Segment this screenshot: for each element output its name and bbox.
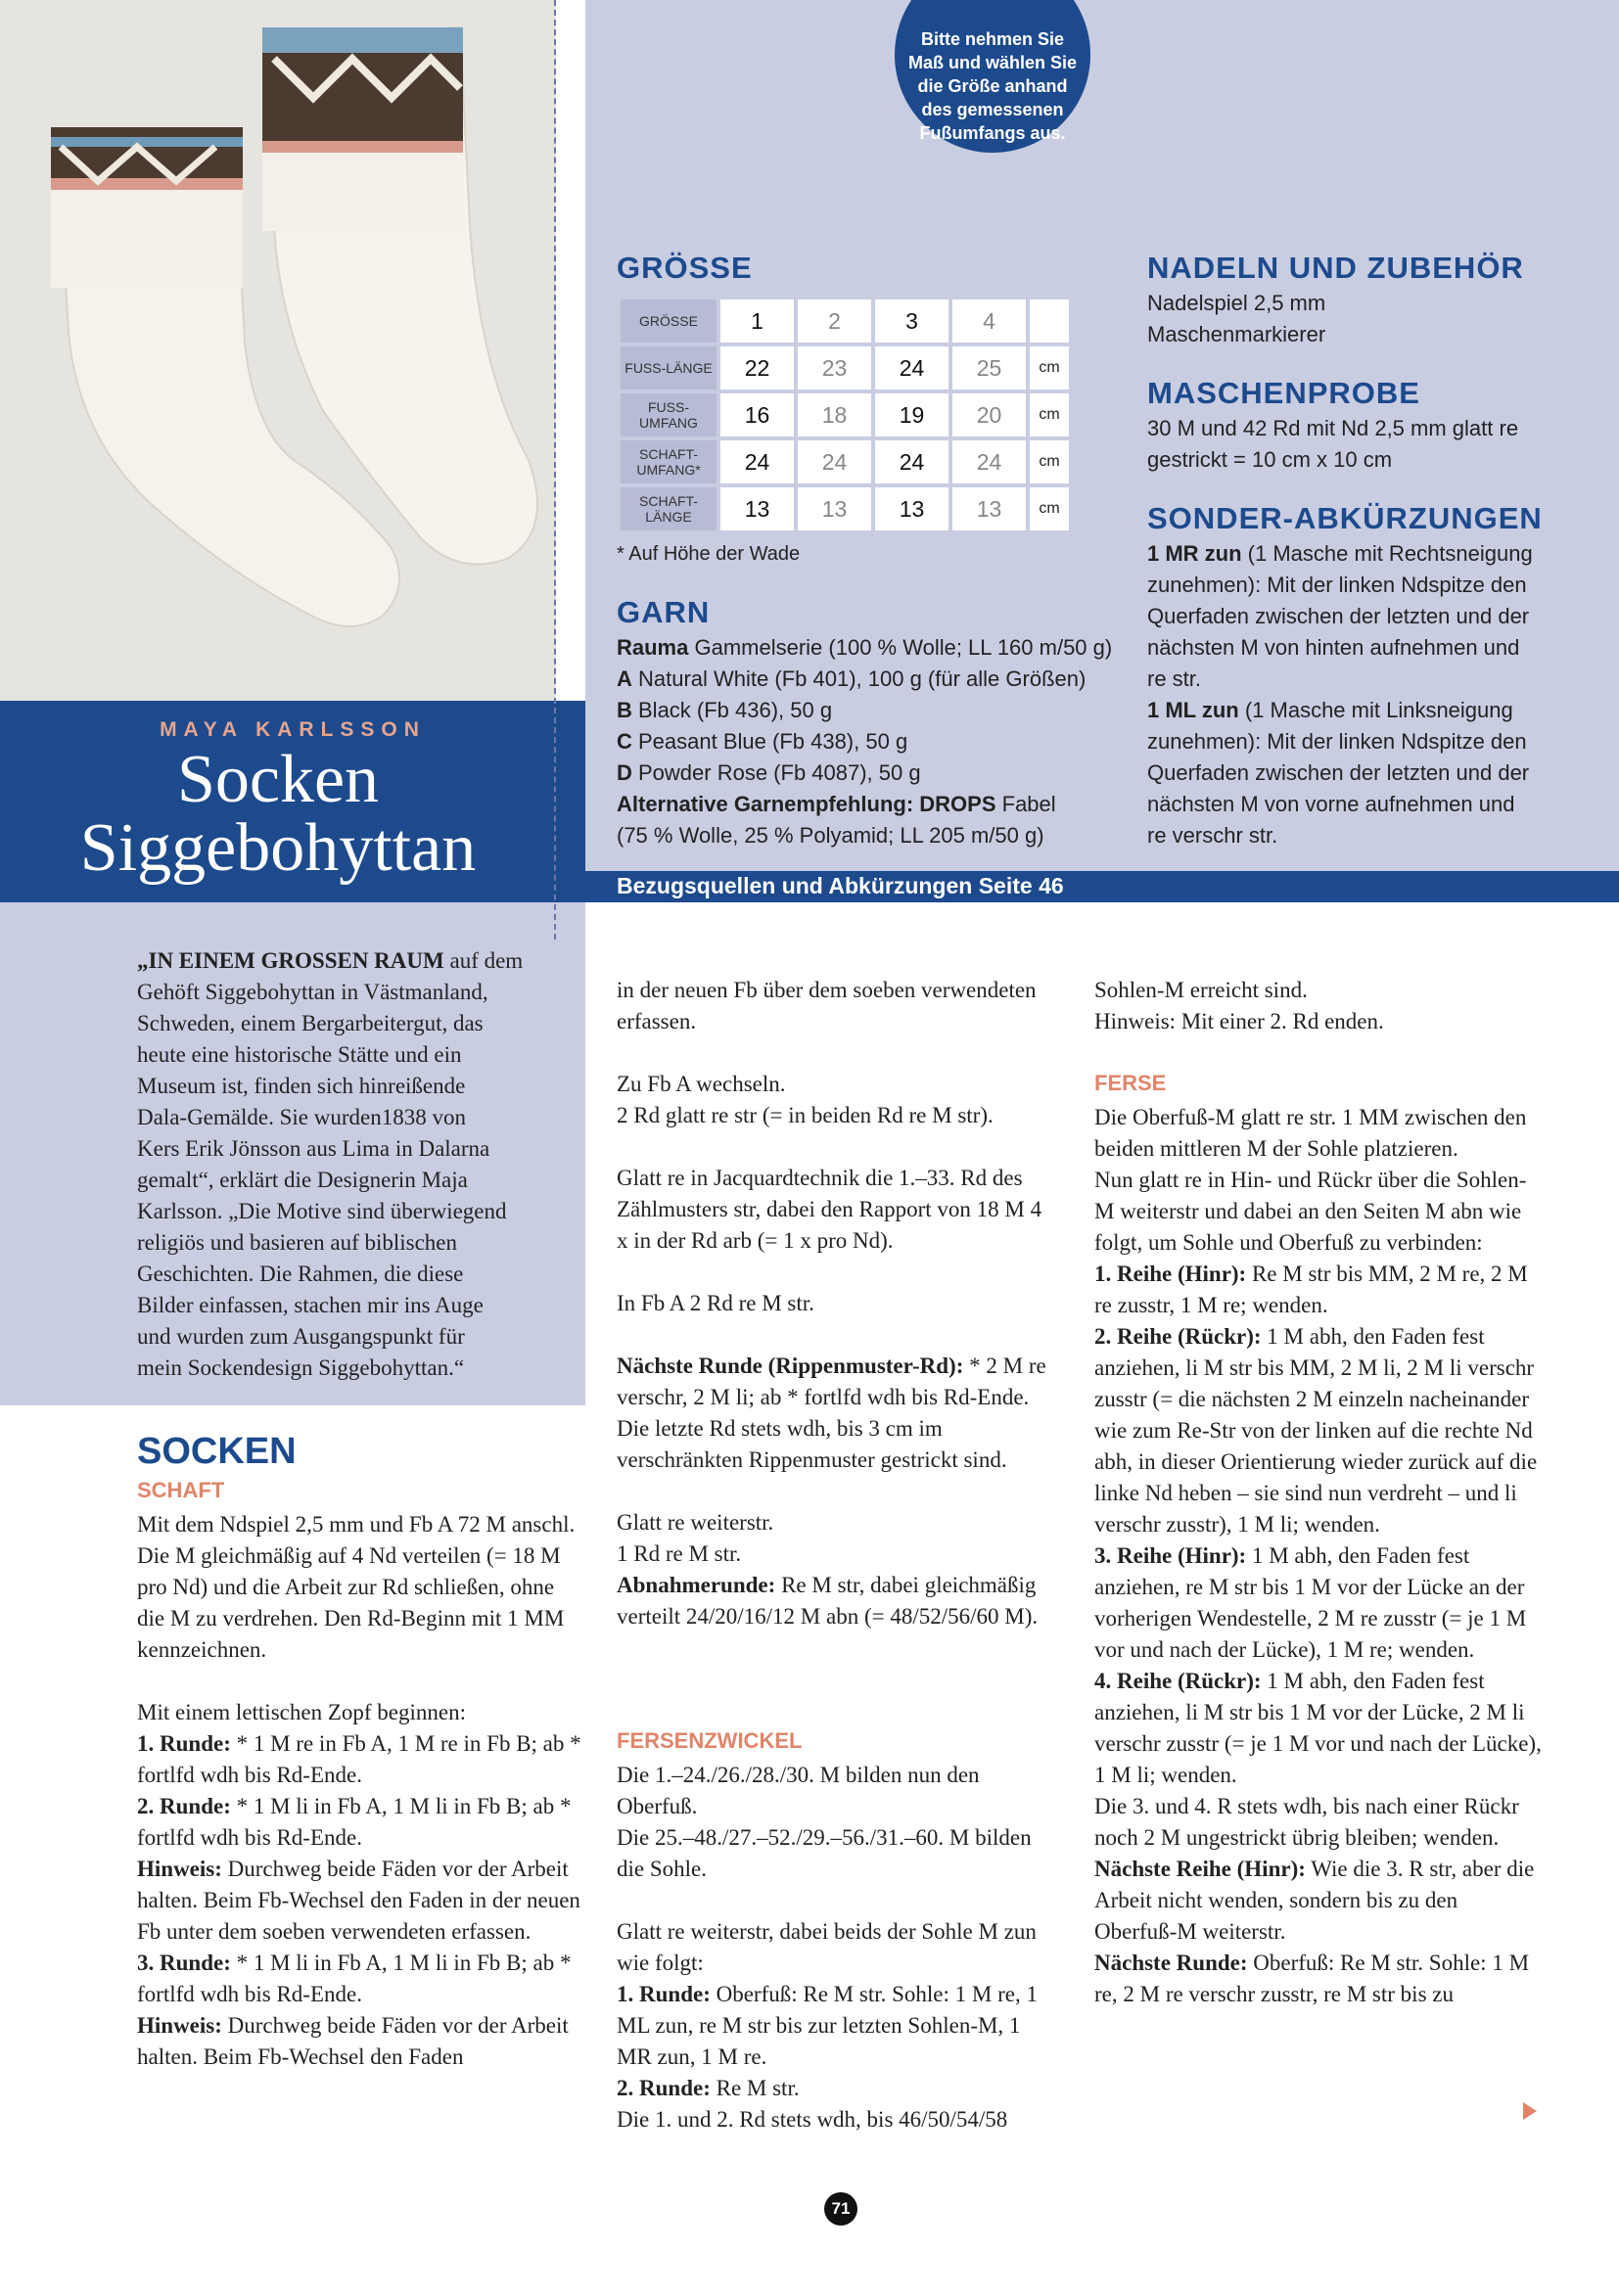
text-line bbox=[137, 1540, 582, 1666]
intro-line bbox=[137, 1165, 568, 1196]
intro-line-text: auf dem bbox=[443, 948, 524, 973]
line-text: * 1 M li in Fb A, 1 M li in Fb B; ab * fortlfd wdh bis Rd-Ende. bbox=[137, 1951, 572, 2006]
text-line bbox=[1147, 726, 1607, 758]
paragraph-gap bbox=[617, 1037, 1057, 1069]
text-line bbox=[137, 2010, 582, 2073]
line-text: Natural White (Fb 401), 100 g (für alle Größen) bbox=[631, 666, 1087, 691]
line-text: zunehmen): Mit der linken Ndspitze den bbox=[1147, 729, 1527, 754]
page-number: 71 bbox=[824, 2192, 857, 2226]
bold-label: 1 ML zun bbox=[1147, 698, 1239, 722]
abbreviations-heading: SONDER-ABKÜRZUNGEN bbox=[1147, 501, 1543, 535]
line-text: Durchweg beide Fäden vor der Arbeit halten. Beim Fb-Wechsel den Faden bbox=[137, 2013, 569, 2069]
line-text: * 1 M li in Fb A, 1 M li in Fb B; ab * fortlfd wdh bis Rd-Ende. bbox=[137, 1794, 572, 1850]
socks-illustration bbox=[0, 0, 556, 701]
size-cell: 24 bbox=[798, 440, 871, 483]
size-note-circle bbox=[895, 0, 1090, 153]
line-text: Glatt re in Jacquardtechnik die 1.–33. Rd des Zählmusters str, dabei den Rapport von 18 M 4 x in der Rd arb (= 1 x pro Nd). bbox=[617, 1166, 1042, 1253]
text-line bbox=[137, 1697, 582, 1728]
column-2-top bbox=[617, 975, 1057, 1632]
line-text: nächsten M von vorne aufnehmen und bbox=[1147, 792, 1515, 816]
intro-line bbox=[137, 1227, 568, 1259]
size-row bbox=[621, 393, 1069, 436]
line-text: 2 Rd glatt re str (= in beiden Rd re M str). bbox=[617, 1103, 994, 1127]
intro-line bbox=[137, 1133, 568, 1165]
page-title-line1: Socken bbox=[176, 742, 380, 817]
bold-label: Nächste Runde (Rippenmuster-Rd): bbox=[617, 1354, 964, 1378]
text-line bbox=[1094, 1165, 1545, 1259]
size-unit: cm bbox=[1030, 346, 1069, 390]
size-unit bbox=[1030, 299, 1069, 343]
heel-heading: FERSE bbox=[1094, 1071, 1167, 1095]
socks-heading: SOCKEN bbox=[137, 1431, 297, 1472]
intro-text bbox=[137, 945, 568, 1384]
intro-line bbox=[137, 1290, 568, 1321]
size-cell: 4 bbox=[952, 299, 1026, 343]
line-text: Oberfuß: Re M str. Sohle: 1 M re, 2 M re verschr zusstr, re M str bis zu bbox=[1094, 1951, 1530, 2006]
paragraph-gap bbox=[617, 1131, 1057, 1163]
bold-label: Hinweis: bbox=[137, 1857, 222, 1881]
line-text: re str. bbox=[1147, 666, 1202, 691]
intro-line-text: Bilder einfassen, stachen mir ins Auge bbox=[137, 1293, 484, 1317]
line-text: Die 1. und 2. Rd stets wdh, bis 46/50/54/58 bbox=[617, 2107, 1008, 2132]
size-row bbox=[621, 299, 1069, 343]
text-line: gestrickt = 10 cm x 10 cm bbox=[1147, 447, 1393, 472]
size-cell: 22 bbox=[720, 346, 794, 390]
bold-label: 3. Reihe (Hinr): bbox=[1094, 1543, 1247, 1568]
size-cell: 1 bbox=[720, 299, 794, 343]
intro-line bbox=[137, 1259, 568, 1290]
line-text: * 2 M re verschr, 2 M li; ab * fortlfd wdh bis Rd-Ende. bbox=[617, 1354, 1046, 1409]
line-text: Hinweis: Mit einer 2. Rd enden. bbox=[1094, 1009, 1384, 1033]
bold-label: B bbox=[617, 698, 632, 722]
text-line bbox=[1094, 1006, 1545, 1037]
shaft-heading: SCHAFT bbox=[137, 1478, 225, 1502]
text-line bbox=[1147, 570, 1607, 601]
intro-line bbox=[137, 1039, 568, 1071]
line-text: Wie die 3. R str, aber die Arbeit nicht wenden, sondern bis zu den Oberfuß-M weiterstr. bbox=[1094, 1857, 1535, 1944]
intro-line-text: religiös und basieren auf biblischen bbox=[137, 1230, 458, 1255]
size-row bbox=[621, 346, 1069, 390]
size-cell: 13 bbox=[720, 487, 794, 530]
line-text: Nun glatt re in Hin- und Rückr über die Sohlen-M weiterstr und dabei an den Seiten M abn wie folgt, um Sohle und Oberfuß zu verbinden: bbox=[1094, 1168, 1527, 1255]
intro-line-text: Museum ist, finden sich hinreißende bbox=[137, 1074, 466, 1098]
intro-line-text: Geschichten. Die Rahmen, die diese bbox=[137, 1262, 464, 1286]
paragraph-gap bbox=[617, 1476, 1057, 1507]
intro-line bbox=[137, 1353, 568, 1384]
text-line: 30 M und 42 Rd mit Nd 2,5 mm glatt re bbox=[1147, 416, 1519, 440]
line-text: Gammelserie (100 % Wolle; LL 160 m/50 g) bbox=[688, 635, 1113, 660]
text-line bbox=[617, 726, 1126, 758]
intro-lead: „IN EINEM GROSSEN RAUM bbox=[137, 948, 444, 973]
text-line bbox=[617, 1570, 1057, 1632]
size-cell: 20 bbox=[952, 393, 1026, 436]
paragraph-gap bbox=[617, 1257, 1057, 1288]
line-text: Durchweg beide Fäden vor der Arbeit halten. Beim Fb-Wechsel den Faden in der neuen Fb unter dem soeben verwendeten erfassen. bbox=[137, 1857, 580, 1944]
line-text: Die 25.–48./27.–52./29.–56./31.–60. M bilden die Sohle. bbox=[617, 1825, 1032, 1881]
intro-line-text: gemalt“, erklärt die Designerin Maja bbox=[137, 1168, 468, 1192]
size-cell: 24 bbox=[875, 346, 948, 390]
intro-line-text: heute eine historische Stätte und ein bbox=[137, 1042, 462, 1067]
line-text: Die 1.–24./26./28./30. M bilden nun den Oberfuß. bbox=[617, 1763, 980, 1818]
text-line bbox=[1094, 1321, 1545, 1540]
column-3-bottom bbox=[1094, 1102, 1545, 2010]
line-text: (1 Masche mit Rechtsneigung bbox=[1241, 541, 1533, 566]
intro-line-text: Gehöft Siggebohyttan in Västmanland, bbox=[137, 980, 488, 1004]
bold-label: Nächste Reihe (Hinr): bbox=[1094, 1857, 1306, 1881]
bold-label: C bbox=[617, 729, 632, 754]
line-text: Re M str, dabei gleichmäßig verteilt 24/20/16/12 M abn (= 48/52/56/60 M). bbox=[617, 1573, 1039, 1629]
column-3-top bbox=[1094, 975, 1545, 1069]
yarn-heading: GARN bbox=[617, 595, 711, 629]
text-line bbox=[617, 2104, 1057, 2135]
line-text: Re M str bis MM, 2 M re, 2 M re zusstr, 1 M re; wenden. bbox=[1094, 1262, 1528, 1317]
text-line bbox=[617, 1351, 1057, 1413]
line-text: re verschr str. bbox=[1147, 823, 1278, 848]
text-line bbox=[617, 1163, 1057, 1257]
bold-label: 2. Reihe (Rückr): bbox=[1094, 1324, 1262, 1349]
text-line bbox=[617, 1760, 1057, 1822]
size-cell: 3 bbox=[875, 299, 948, 343]
text-line bbox=[137, 1948, 582, 2010]
size-heading: GRÖSSE bbox=[617, 251, 753, 285]
bold-label: A bbox=[617, 666, 632, 691]
line-text: Die Oberfuß-M glatt re str. 1 MM zwischen den beiden mittleren M der Sohle platzieren. bbox=[1094, 1105, 1527, 1161]
line-text: * 1 M re in Fb A, 1 M re in Fb B; ab * fortlfd wdh bis Rd-Ende. bbox=[137, 1731, 581, 1787]
gauge-heading: MASCHENPROBE bbox=[1147, 376, 1420, 410]
text-line bbox=[617, 632, 1126, 664]
line-text: Die 3. und 4. R stets wdh, bis nach einer Rückr noch 2 M ungestrickt übrig bleiben; wenden. bbox=[1094, 1794, 1519, 1850]
line-text: 1 M abh, den Faden fest anziehen, re M str bis 1 M vor der Lücke an der vorherigen Wendestelle, 2 M re zusstr (= je 1 M vor und nach der Lücke), 1 M re; wenden. bbox=[1094, 1543, 1527, 1662]
size-row-label: GRÖSSE bbox=[621, 299, 717, 343]
size-cell: 24 bbox=[952, 440, 1026, 483]
size-row-label: SCHAFT-LÄNGE bbox=[621, 487, 717, 530]
line-text: Die letzte Rd stets wdh, bis 3 cm im verschränkten Rippenmuster gestrickt sind. bbox=[617, 1416, 1007, 1472]
text-line bbox=[617, 789, 1126, 820]
size-note-text: Bitte nehmen Sie Maß und wählen Sie die Größe anhand des gemessenen Fußumfangs aus. bbox=[907, 29, 1078, 143]
line-text: nächsten M von hinten aufnehmen und bbox=[1147, 635, 1520, 660]
needles-list bbox=[1147, 288, 1325, 350]
size-cell: 13 bbox=[875, 487, 948, 530]
text-line bbox=[1094, 1948, 1545, 2010]
text-line bbox=[617, 1979, 1057, 2073]
page-title-line2: Siggebohyttan bbox=[79, 810, 477, 886]
line-text: Fabel bbox=[995, 792, 1056, 816]
intro-line bbox=[137, 1321, 568, 1353]
gauge-text bbox=[1147, 413, 1518, 476]
text-line bbox=[1147, 695, 1607, 726]
text-line bbox=[1147, 632, 1607, 664]
line-text: zunehmen): Mit der linken Ndspitze den bbox=[1147, 573, 1527, 597]
line-text: Sohlen-M erreicht sind. bbox=[1094, 978, 1308, 1002]
text-line bbox=[1147, 789, 1607, 820]
size-row-label: FUSS-LÄNGE bbox=[621, 346, 717, 390]
bold-label: Rauma bbox=[617, 635, 689, 660]
line-text: Querfaden zwischen der letzten und der bbox=[1147, 604, 1530, 628]
line-text: (1 Masche mit Linksneigung bbox=[1238, 698, 1513, 722]
bold-label: 1 MR zun bbox=[1147, 541, 1242, 566]
line-text: (75 % Wolle, 25 % Polyamid; LL 205 m/50 g) bbox=[617, 823, 1044, 848]
text-line bbox=[1094, 1791, 1545, 1854]
text-line bbox=[1094, 1854, 1545, 1948]
size-cell: 16 bbox=[720, 393, 794, 436]
size-cell: 13 bbox=[952, 487, 1026, 530]
text-line bbox=[617, 1288, 1057, 1319]
line-text: Re M str. bbox=[710, 2076, 800, 2100]
line-text: Glatt re weiterstr. bbox=[617, 1510, 774, 1535]
yarn-list bbox=[617, 632, 1126, 851]
text-line: Nadelspiel 2,5 mm bbox=[1147, 291, 1326, 315]
text-line bbox=[1094, 1102, 1545, 1165]
text-line bbox=[617, 1916, 1057, 1979]
paragraph-gap bbox=[1094, 1037, 1545, 1069]
size-row bbox=[621, 440, 1069, 483]
text-line bbox=[617, 1538, 1057, 1570]
size-cell: 19 bbox=[875, 393, 948, 436]
text-line bbox=[617, 1413, 1057, 1476]
text-line bbox=[617, 664, 1126, 695]
size-cell: 24 bbox=[720, 440, 794, 483]
text-line bbox=[617, 1069, 1057, 1100]
line-text: In Fb A 2 Rd re M str. bbox=[617, 1291, 814, 1315]
text-line bbox=[1094, 1259, 1545, 1321]
bold-label: 2. Runde: bbox=[137, 1794, 231, 1818]
socks-photo bbox=[0, 0, 556, 701]
bold-label: Hinweis: bbox=[137, 2013, 222, 2038]
bold-label: Nächste Runde: bbox=[1094, 1951, 1248, 1975]
size-footnote: * Auf Höhe der Wade bbox=[617, 543, 801, 565]
continue-arrow-icon bbox=[1523, 2102, 1537, 2120]
text-line bbox=[137, 1509, 582, 1540]
text-line bbox=[137, 1791, 582, 1854]
intro-line-text: Dala-Gemälde. Sie wurden1838 von bbox=[137, 1105, 466, 1129]
text-line bbox=[1147, 538, 1607, 570]
intro-line-text: Kers Erik Jönsson aus Lima in Dalarna bbox=[137, 1136, 490, 1161]
intro-line-text: mein Sockendesign Siggebohyttan.“ bbox=[137, 1355, 465, 1380]
line-text: 1 M abh, den Faden fest anziehen, li M str bis MM, 2 M li, 2 M li verschr zusstr (= die nächsten 2 M einzeln nacheinander wie zum Re-Str von der linken auf die rechte Nd abh, in dieser Orientierung wieder zurück auf die linke Nd heben – sie sind nun verdreht – und li verschr zusstr), 1 M li; wenden. bbox=[1094, 1324, 1538, 1537]
size-unit: cm bbox=[1030, 440, 1069, 483]
paragraph-gap bbox=[617, 1885, 1057, 1916]
line-text: Black (Fb 436), 50 g bbox=[631, 698, 833, 722]
line-text: Querfaden zwischen der letzten und der bbox=[1147, 760, 1530, 785]
intro-line bbox=[137, 977, 568, 1008]
text-line bbox=[1147, 601, 1607, 632]
paragraph-gap bbox=[137, 1666, 582, 1697]
line-text: in der neuen Fb über dem soeben verwendeten erfassen. bbox=[617, 978, 1037, 1033]
line-text: Die M gleichmäßig auf 4 Nd verteilen (= 18 M pro Nd) und die Arbeit zur Rd schließen, ohne die M zu verdrehen. Den Rd-Beginn mit 1 MM kennzeichnen. bbox=[137, 1543, 565, 1662]
text-line bbox=[617, 758, 1126, 789]
line-text: Mit dem Ndspiel 2,5 mm und Fb A 72 M anschl. bbox=[137, 1512, 576, 1537]
text-line bbox=[1094, 1540, 1545, 1666]
text-line bbox=[1094, 975, 1545, 1006]
column-2-bottom bbox=[617, 1760, 1057, 2135]
size-cell: 25 bbox=[952, 346, 1026, 390]
gusset-heading: FERSENZWICKEL bbox=[617, 1728, 803, 1753]
size-row bbox=[621, 487, 1069, 530]
intro-line-text: Karlsson. „Die Motive sind überwiegend bbox=[137, 1199, 507, 1223]
text-line bbox=[617, 820, 1126, 851]
bold-label: D bbox=[617, 760, 632, 785]
text-line bbox=[617, 1507, 1057, 1538]
line-text: Peasant Blue (Fb 438), 50 g bbox=[631, 729, 908, 754]
text-line bbox=[1147, 664, 1607, 695]
line-text: 1 Rd re M str. bbox=[617, 1541, 742, 1566]
text-line bbox=[1094, 1666, 1545, 1791]
text-line bbox=[617, 1100, 1057, 1131]
text-line bbox=[617, 695, 1126, 726]
bold-label: Alternative Garnempfehlung: DROPS bbox=[617, 792, 996, 816]
line-text: Glatt re weiterstr, dabei beids der Sohle M zun wie folgt: bbox=[617, 1919, 1037, 1975]
text-line bbox=[137, 1728, 582, 1791]
intro-line bbox=[137, 1071, 568, 1102]
text-line bbox=[617, 1822, 1057, 1885]
text-line bbox=[1147, 820, 1607, 851]
bold-label: 1. Runde: bbox=[617, 1982, 711, 2006]
size-cell: 18 bbox=[798, 393, 871, 436]
bold-label: Abnahmerunde: bbox=[617, 1573, 776, 1597]
column-1 bbox=[137, 1509, 582, 2073]
size-cell: 13 bbox=[798, 487, 871, 530]
intro-line-text: und wurden zum Ausgangspunkt für bbox=[137, 1324, 465, 1349]
author-name: MAYA KARLSSON bbox=[160, 718, 426, 741]
text-line bbox=[617, 2073, 1057, 2104]
bold-label: 2. Runde: bbox=[617, 2076, 711, 2100]
intro-line bbox=[137, 945, 568, 977]
size-cell: 2 bbox=[798, 299, 871, 343]
line-text: Oberfuß: Re M str. Sohle: 1 M re, 1 ML zun, re M str bis zur letzten Sohlen-M, 1 MR zun, 1 M re. bbox=[617, 1982, 1038, 2069]
bold-label: 1. Runde: bbox=[137, 1731, 231, 1756]
line-text: Zu Fb A wechseln. bbox=[617, 1072, 786, 1096]
reference-text: Bezugsquellen und Abkürzungen Seite 46 bbox=[617, 873, 1064, 898]
text-line bbox=[617, 975, 1057, 1037]
intro-line-text: Schweden, einem Bergarbeitergut, das bbox=[137, 1011, 484, 1035]
abbreviations-list bbox=[1147, 538, 1607, 851]
text-line: Maschenmarkierer bbox=[1147, 322, 1326, 346]
size-cell: 24 bbox=[875, 440, 948, 483]
line-text: Mit einem lettischen Zopf beginnen: bbox=[137, 1700, 466, 1724]
size-row-label: SCHAFT-UMFANG* bbox=[621, 440, 717, 483]
bold-label: 3. Runde: bbox=[137, 1951, 231, 1975]
text-line bbox=[137, 1854, 582, 1948]
intro-line bbox=[137, 1102, 568, 1133]
bold-label: 1. Reihe (Hinr): bbox=[1094, 1262, 1247, 1286]
size-row-label: FUSS-UMFANG bbox=[621, 393, 717, 436]
line-text: Powder Rose (Fb 4087), 50 g bbox=[631, 760, 921, 785]
stitch-divider bbox=[554, 0, 556, 940]
paragraph-gap bbox=[617, 1319, 1057, 1351]
needles-heading: NADELN UND ZUBEHÖR bbox=[1147, 251, 1524, 285]
size-unit: cm bbox=[1030, 487, 1069, 530]
intro-line bbox=[137, 1008, 568, 1039]
bold-label: 4. Reihe (Rückr): bbox=[1094, 1669, 1262, 1693]
size-cell: 23 bbox=[798, 346, 871, 390]
line-text: 1 M abh, den Faden fest anziehen, li M str bis 1 M vor der Lücke, 2 M li verschr zusstr (= je 1 M vor und nach der Lücke), 1 M li; wenden. bbox=[1094, 1669, 1542, 1787]
intro-line bbox=[137, 1196, 568, 1227]
size-unit: cm bbox=[1030, 393, 1069, 436]
text-line bbox=[1147, 758, 1607, 789]
size-table bbox=[617, 296, 1073, 534]
